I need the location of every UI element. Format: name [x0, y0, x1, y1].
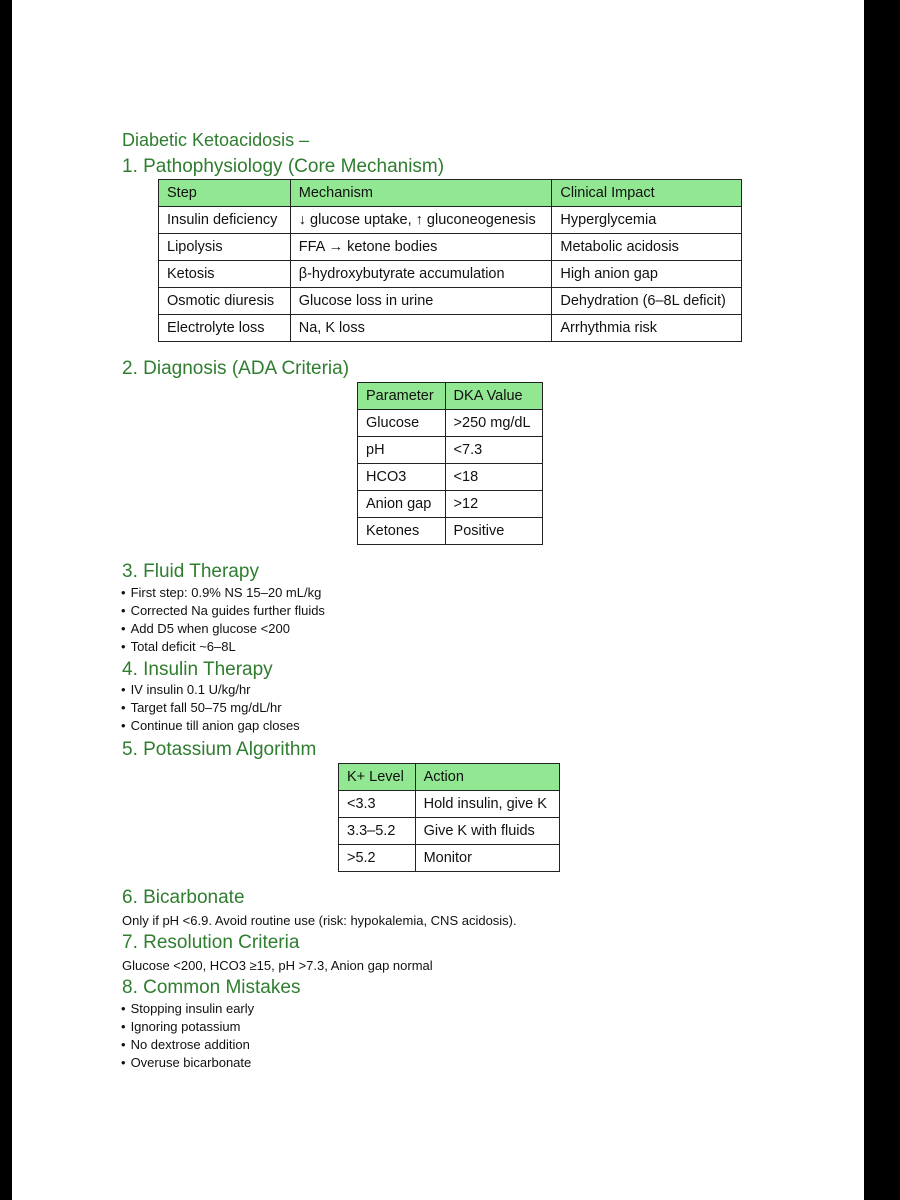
column-header: Clinical Impact [552, 180, 742, 207]
insulin-therapy-list [121, 681, 300, 735]
table-row [159, 207, 742, 234]
list-item: • Total deficit ~6–8L [121, 638, 325, 656]
column-header: Mechanism [290, 180, 552, 207]
section-2-heading: 2. Diagnosis (ADA Criteria) [122, 358, 350, 379]
table-cell: Monitor [415, 845, 559, 872]
list-item: • Continue till anion gap closes [121, 717, 300, 735]
column-header: Action [415, 764, 559, 791]
section-1-heading: 1. Pathophysiology (Core Mechanism) [122, 156, 445, 177]
table-row [159, 261, 742, 288]
table-cell: Anion gap [358, 491, 446, 518]
list-item: • IV insulin 0.1 U/kg/hr [121, 681, 300, 699]
column-header: Parameter [358, 383, 446, 410]
document-page [12, 0, 864, 1200]
table-row [358, 437, 543, 464]
table-header-row [159, 180, 742, 207]
table-row [339, 818, 560, 845]
table-cell: Hold insulin, give K [415, 791, 559, 818]
table-row [159, 288, 742, 315]
table-cell: Lipolysis [159, 234, 291, 261]
list-item: • First step: 0.9% NS 15–20 mL/kg [121, 584, 325, 602]
table-cell: Ketosis [159, 261, 291, 288]
table-cell: Dehydration (6–8L deficit) [552, 288, 742, 315]
document-title: Diabetic Ketoacidosis – [122, 130, 310, 150]
table-cell: >12 [445, 491, 542, 518]
list-item: • Ignoring potassium [121, 1018, 254, 1036]
diagnosis-table [357, 382, 543, 545]
table-cell: Glucose [358, 410, 446, 437]
table-header-row [358, 383, 543, 410]
list-item: • No dextrose addition [121, 1036, 254, 1054]
table-cell: <18 [445, 464, 542, 491]
table-cell: >5.2 [339, 845, 416, 872]
table-cell: 3.3–5.2 [339, 818, 416, 845]
table-row [339, 845, 560, 872]
table-row [159, 234, 742, 261]
table-cell: Give K with fluids [415, 818, 559, 845]
section-7-heading: 7. Resolution Criteria [122, 932, 300, 953]
table-cell: Na, K loss [290, 315, 552, 342]
table-cell: HCO3 [358, 464, 446, 491]
section-3-heading: 3. Fluid Therapy [122, 561, 259, 582]
table-row [358, 491, 543, 518]
table-cell: FFA → ketone bodies [290, 234, 552, 261]
column-header: DKA Value [445, 383, 542, 410]
section-6-heading: 6. Bicarbonate [122, 887, 245, 908]
table-cell: Arrhythmia risk [552, 315, 742, 342]
list-item: • Target fall 50–75 mg/dL/hr [121, 699, 300, 717]
table-cell: Osmotic diuresis [159, 288, 291, 315]
table-row [358, 464, 543, 491]
pathophysiology-table [158, 179, 742, 342]
table-cell: <7.3 [445, 437, 542, 464]
list-item: • Overuse bicarbonate [121, 1054, 254, 1072]
table-cell: β-hydroxybutyrate accumulation [290, 261, 552, 288]
table-row [358, 518, 543, 545]
table-cell: <3.3 [339, 791, 416, 818]
bicarbonate-text: Only if pH <6.9. Avoid routine use (risk: hypokalemia, CNS acidosis). [122, 913, 517, 928]
list-item: • Stopping insulin early [121, 1000, 254, 1018]
column-header: K+ Level [339, 764, 416, 791]
table-cell: pH [358, 437, 446, 464]
section-4-heading: 4. Insulin Therapy [122, 659, 273, 680]
section-5-heading: 5. Potassium Algorithm [122, 739, 317, 760]
fluid-therapy-list [121, 584, 325, 656]
list-item: • Corrected Na guides further fluids [121, 602, 325, 620]
table-cell: Electrolyte loss [159, 315, 291, 342]
table-cell: Hyperglycemia [552, 207, 742, 234]
section-8-heading: 8. Common Mistakes [122, 977, 301, 998]
table-cell: Metabolic acidosis [552, 234, 742, 261]
table-row [358, 410, 543, 437]
table-cell: Insulin deficiency [159, 207, 291, 234]
resolution-text: Glucose <200, HCO3 ≥15, pH >7.3, Anion gap normal [122, 958, 433, 973]
common-mistakes-list [121, 1000, 254, 1072]
table-row [159, 315, 742, 342]
table-cell: >250 mg/dL [445, 410, 542, 437]
table-header-row [339, 764, 560, 791]
table-cell: ↓ glucose uptake, ↑ gluconeogenesis [290, 207, 552, 234]
table-cell: Ketones [358, 518, 446, 545]
table-cell: Positive [445, 518, 542, 545]
potassium-table [338, 763, 560, 872]
table-cell: High anion gap [552, 261, 742, 288]
table-row [339, 791, 560, 818]
column-header: Step [159, 180, 291, 207]
list-item: • Add D5 when glucose <200 [121, 620, 325, 638]
table-cell: Glucose loss in urine [290, 288, 552, 315]
